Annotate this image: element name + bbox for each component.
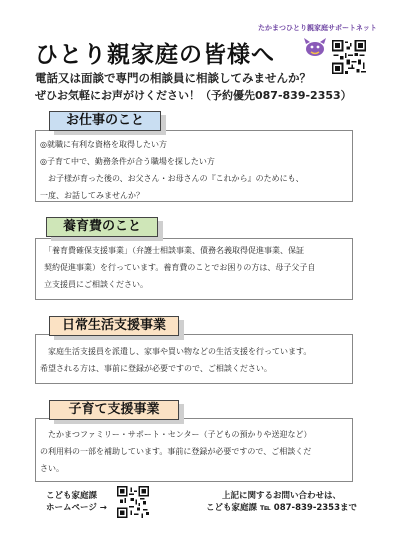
contact-line-2: こども家庭課 ℡ 087-839-2353まで xyxy=(206,503,358,513)
org-logo: たかまつひとり親家庭サポートネット xyxy=(258,24,377,32)
section-childsupport-body xyxy=(44,242,315,293)
section-heading-childsupport: 養育費のこと xyxy=(46,217,158,237)
body-line: 一度、お話してみませんか？ xyxy=(40,191,144,200)
section-dailylife-body xyxy=(40,343,311,377)
homepage-label-2: ホームページ → xyxy=(46,503,107,513)
section-childcare-box xyxy=(35,418,353,482)
lead-text-1: 電話又は面談で専門の相談員に相談してみませんか？ xyxy=(35,71,311,85)
qr-code-icon[interactable] xyxy=(117,486,149,518)
page-title: ひとり親家庭の皆様へ xyxy=(35,42,275,68)
qr-code-icon[interactable] xyxy=(332,40,366,74)
body-line: 「養育費確保支援事業」（弁護士相談事業、債務名義取得促進事業、保証 xyxy=(44,246,304,255)
section-childsupport-box xyxy=(35,238,353,300)
section-heading-dailylife: 日常生活支援事業 xyxy=(49,316,179,336)
body-line: 立支援員にご相談ください。 xyxy=(44,280,148,289)
body-line: 希望される方は、事前に登録が必要ですので、ご相談ください。 xyxy=(40,364,272,373)
section-heading-childcare: 子育て支援事業 xyxy=(49,400,179,420)
section-work-body xyxy=(40,136,304,204)
body-line: さい。 xyxy=(40,464,64,473)
homepage-link[interactable] xyxy=(46,490,107,514)
body-line: たかまつファミリー・サポート・センター（子どもの預かりや送迎など） xyxy=(40,430,312,439)
lead-text-2: ぜひお気軽にお声がけください！（予約優先087-839-2353） xyxy=(35,89,352,102)
body-line: お子様が育った後の、お父さん・お母さんの『これから』のためにも、 xyxy=(40,174,304,183)
body-line: ◎就職に有利な資格を取得したい方 xyxy=(40,140,167,149)
mascot-logo-icon xyxy=(302,34,328,60)
contact-info xyxy=(206,490,357,514)
body-line: の利用料の一部を補助しています。事前に登録が必要ですので、ご相談くだ xyxy=(40,447,312,456)
body-line: 契約促進事業）を行っています。養育費のことでお困りの方は、母子父子自 xyxy=(44,263,316,272)
section-work-box xyxy=(35,130,353,202)
homepage-label-1: こども家庭課 xyxy=(46,491,98,501)
section-heading-work: お仕事のこと xyxy=(49,111,161,131)
body-line: 家庭生活支援員を派遣し、家事や買い物などの生活支援を行っています。 xyxy=(40,347,312,356)
body-line: ◎子育て中で、勤務条件が合う職場を探したい方 xyxy=(40,157,215,166)
section-dailylife-box xyxy=(35,334,353,384)
section-childcare-body xyxy=(40,426,312,477)
contact-line-1: 上記に関するお問い合わせは、 xyxy=(222,491,342,501)
